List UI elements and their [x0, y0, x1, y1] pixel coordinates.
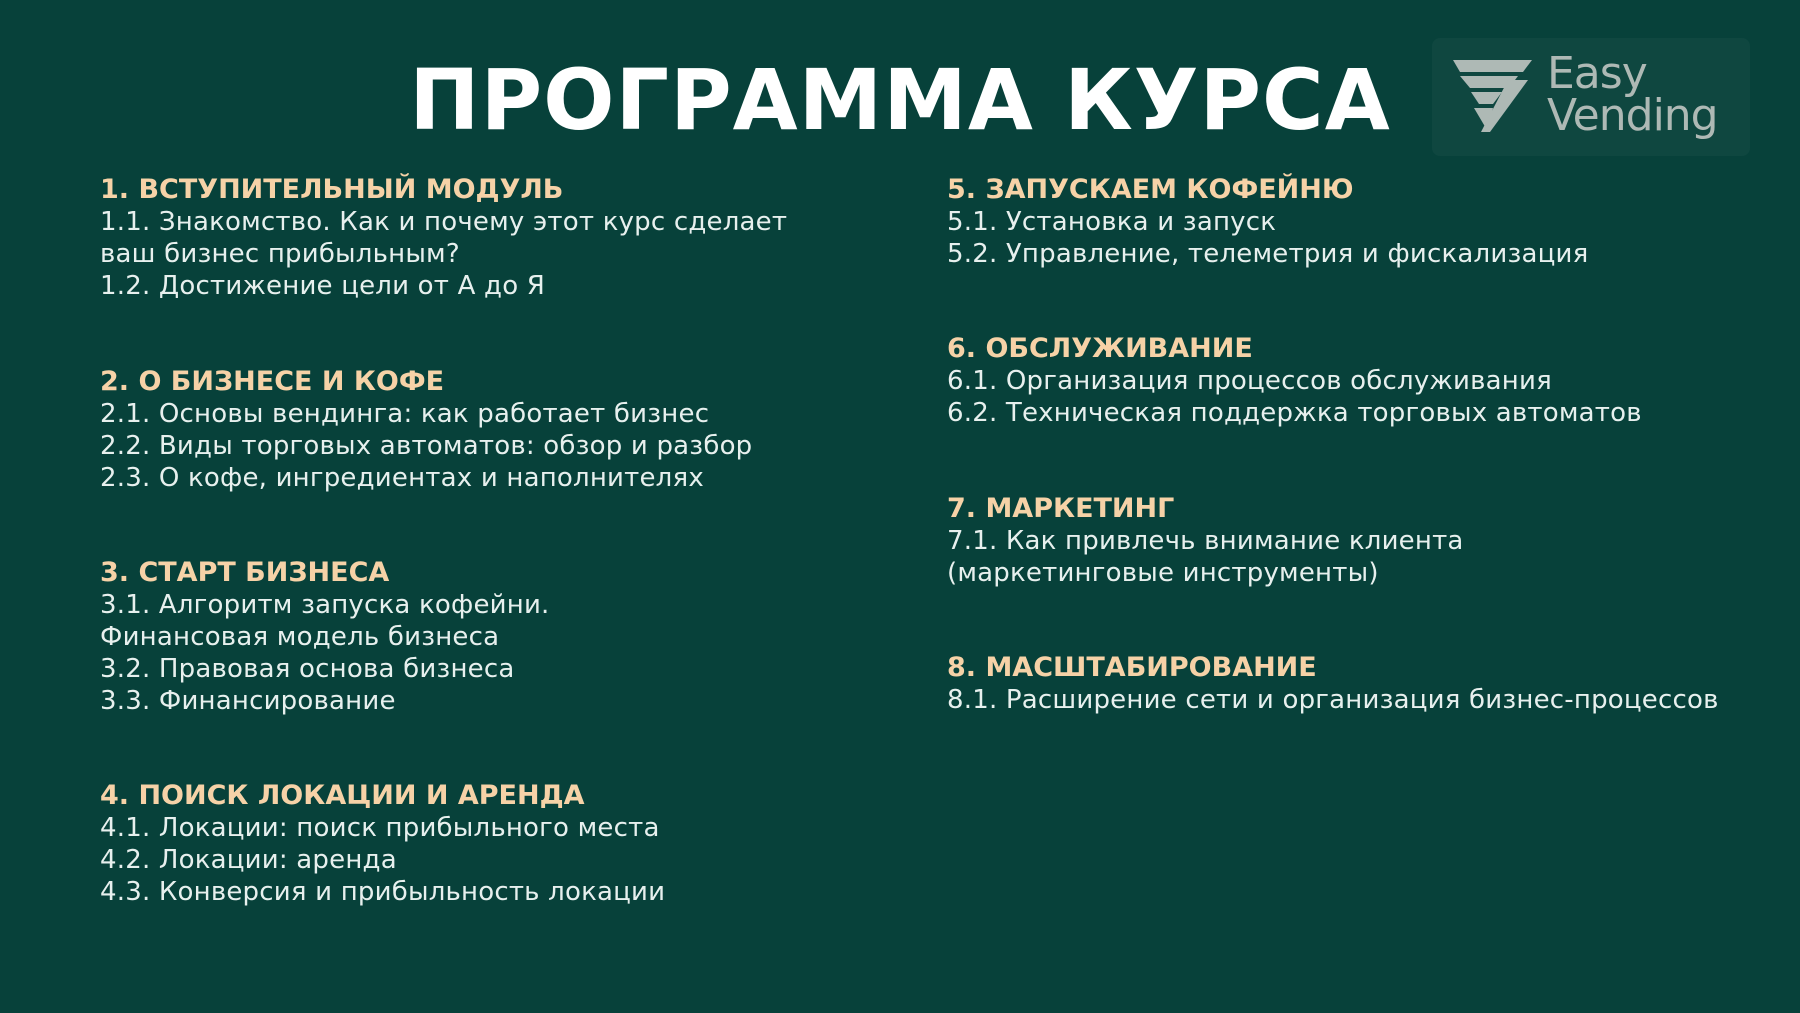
module-7	[947, 493, 1777, 589]
module-4	[100, 780, 890, 908]
module-heading: 7. МАРКЕТИНГ	[947, 493, 1175, 524]
module-line: 4.2. Локации: аренда	[100, 845, 397, 875]
module-heading: 2. О БИЗНЕСЕ И КОФЕ	[100, 366, 445, 397]
module-heading: 5. ЗАПУСКАЕМ КОФЕЙНЮ	[947, 174, 1354, 205]
module-1	[100, 174, 890, 302]
module-line: 3.1. Алгоритм запуска кофейни.	[100, 590, 550, 620]
module-line: 6.2. Техническая поддержка торговых автоматов	[947, 398, 1642, 428]
module-line: 2.3. О кофе, ингредиентах и наполнителях	[100, 463, 704, 493]
module-heading: 4. ПОИСК ЛОКАЦИИ И АРЕНДА	[100, 780, 585, 811]
module-heading: 8. МАСШТАБИРОВАНИЕ	[947, 652, 1317, 683]
module-line: 8.1. Расширение сети и организация бизнес-процессов	[947, 685, 1719, 715]
module-5	[947, 174, 1777, 270]
logo-word-easy: Easy	[1547, 48, 1647, 99]
module-heading: 3. СТАРТ БИЗНЕСА	[100, 557, 390, 588]
module-line: 1.1. Знакомство. Как и почему этот курс сделает	[100, 207, 788, 237]
easy-vending-logo	[1432, 38, 1750, 156]
module-line: 3.2. Правовая основа бизнеса	[100, 654, 515, 684]
module-line: 5.1. Установка и запуск	[947, 207, 1277, 237]
module-line: 4.1. Локации: поиск прибыльного места	[100, 813, 660, 843]
easy-vending-logo-icon	[1450, 52, 1540, 138]
module-line: 3.3. Финансирование	[100, 686, 396, 716]
page-title: ПРОГРАММА КУРСА	[409, 51, 1391, 149]
module-line: 2.1. Основы вендинга: как работает бизнес	[100, 399, 710, 429]
module-8	[947, 652, 1777, 716]
module-2	[100, 366, 890, 494]
module-line: 7.1. Как привлечь внимание клиента	[947, 526, 1464, 556]
module-heading: 1. ВСТУПИТЕЛЬНЫЙ МОДУЛЬ	[100, 174, 564, 205]
logo-word-vending: Vending	[1547, 90, 1718, 141]
module-line: 5.2. Управление, телеметрия и фискализация	[947, 239, 1589, 269]
module-line: 1.2. Достижение цели от А до Я	[100, 271, 546, 301]
module-heading: 6. ОБСЛУЖИВАНИЕ	[947, 333, 1253, 364]
module-line: ваш бизнес прибыльным?	[100, 239, 460, 269]
module-line: 6.1. Организация процессов обслуживания	[947, 366, 1552, 396]
module-line: Финансовая модель бизнеса	[100, 622, 500, 652]
module-3	[100, 557, 890, 717]
module-line: 4.3. Конверсия и прибыльность локации	[100, 877, 666, 907]
module-line: (маркетинговые инструменты)	[947, 558, 1379, 588]
module-6	[947, 333, 1777, 429]
module-line: 2.2. Виды торговых автоматов: обзор и разбор	[100, 431, 753, 461]
